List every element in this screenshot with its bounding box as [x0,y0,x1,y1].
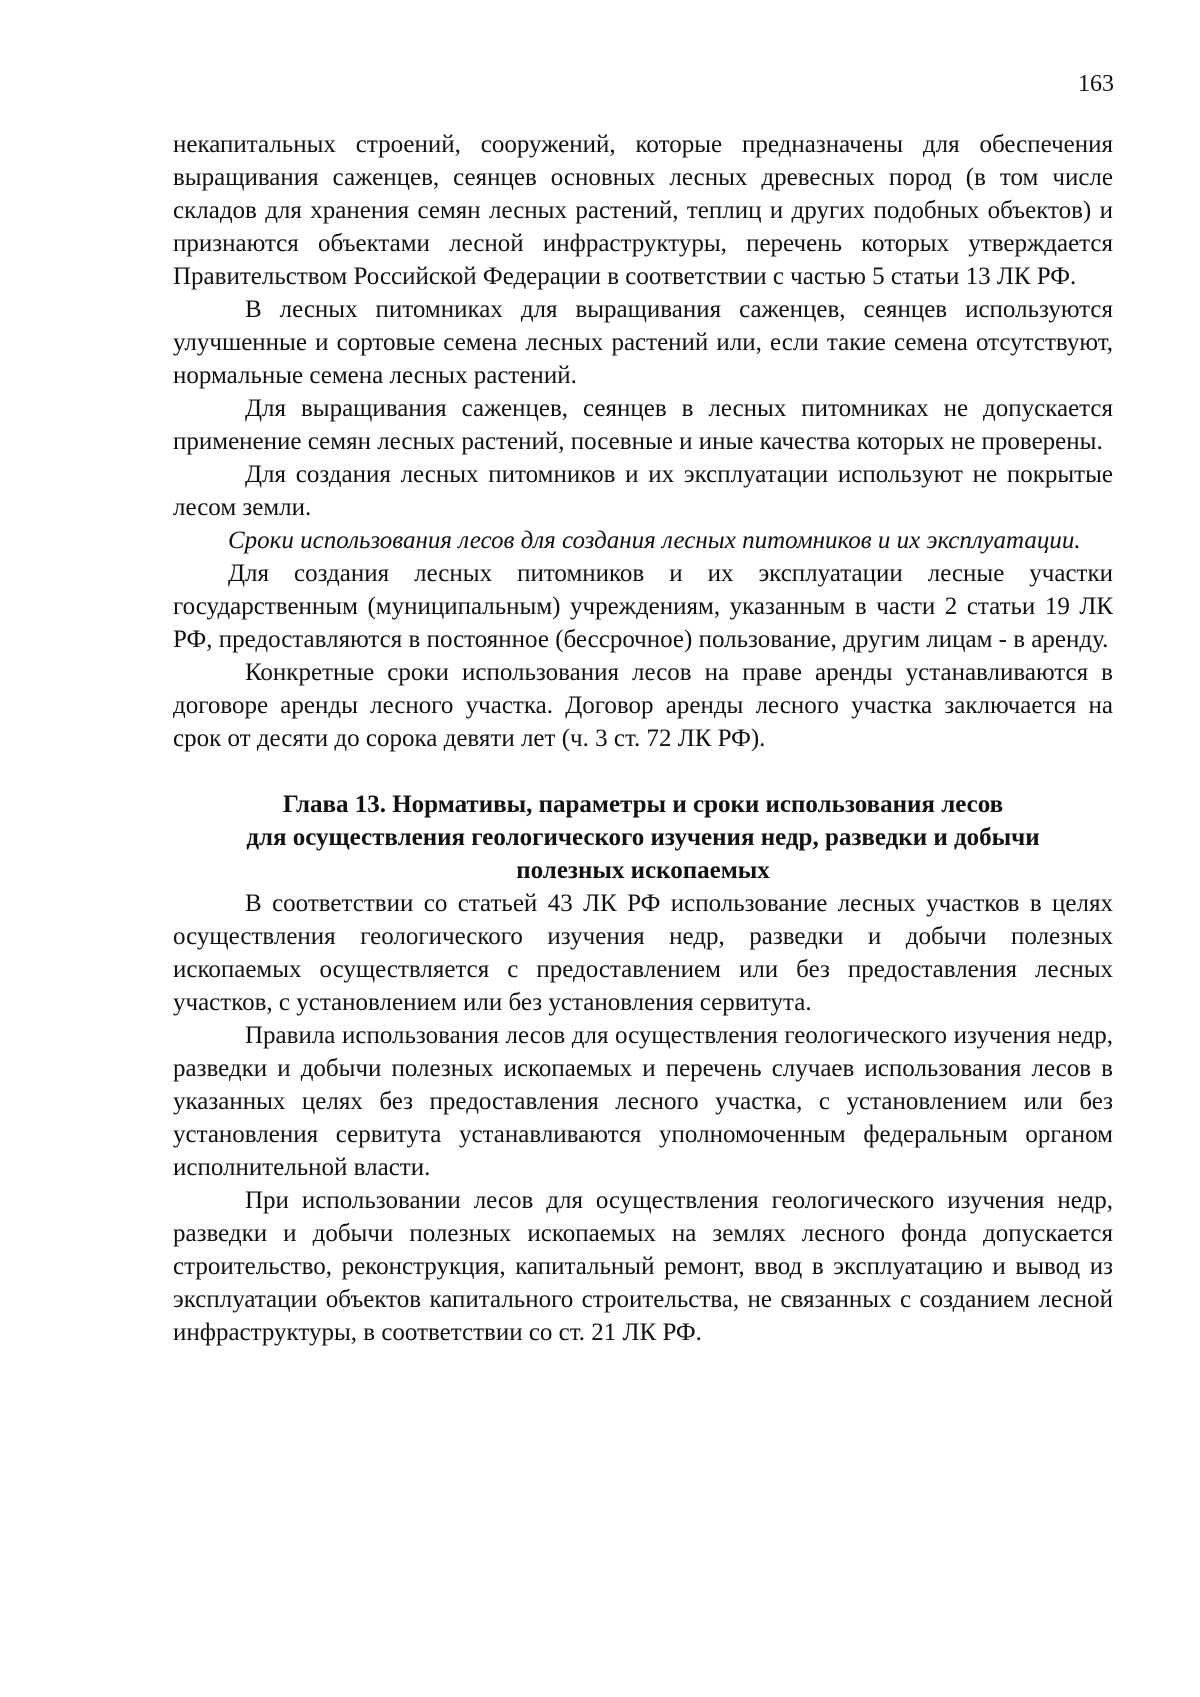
chapter-heading-line: Глава 13. Нормативы, параметры и сроки использования лесов [282,791,1004,818]
chapter-heading [173,788,1113,887]
paragraph: В соответствии со статьей 43 ЛК РФ использование лесных участков в целях осуществления геологического изучения недр, разведки и добычи полезных ископаемых осуществляется с предоставлением или без предоставления лесных участков, с установлением или без установления сервитута. [173,890,1113,1016]
paragraph: Для создания лесных питомников и их эксплуатации используют не покрытые лесом земли. [173,461,1113,521]
page-body [173,128,1113,1349]
paragraph: Для создания лесных питомников и их эксплуатации лесные участки государственным (муниципальным) учреждениям, указанным в части 2 статьи 19 ЛК РФ, предоставляются в постоянное (бессрочное) пользование, другим лицам - в аренду. [173,560,1113,653]
page-number: 163 [1078,71,1114,97]
section-subheading: Сроки использования лесов для создания лесных питомников и их эксплуатации. [228,527,1081,554]
paragraph: При использовании лесов для осуществления геологического изучения недр, разведки и добычи полезных ископаемых на землях лесного фонда допускается строительство, реконструкция, капитальный ремонт, ввод в эксплуатацию и вывод из эксплуатации объектов капитального строительства, не связанных с созданием лесной инфраструктуры, в соответствии со ст. 21 ЛК РФ. [173,1187,1113,1346]
paragraph: некапитальных строений, сооружений, которые предназначены для обеспечения выращивания саженцев, сеянцев основных лесных древесных пород (в том числе складов для хранения семян лесных растений, теплиц и других подобных объектов) и признаются объектами лесной инфраструктуры, перечень которых утверждается Правительством Российской Федерации в соответствии с частью 5 статьи 13 ЛК РФ. [173,131,1113,290]
paragraph: Правила использования лесов для осуществления геологического изучения недр, разведки и добычи полезных ископаемых и перечень случаев использования лесов в указанных целях без предоставления лесного участка, с установлением или без установления сервитута устанавливаются уполномоченным федеральным органом исполнительной власти. [173,1022,1113,1181]
paragraph: Для выращивания саженцев, сеянцев в лесных питомниках не допускается применение семян лесных растений, посевные и иные качества которых не проверены. [173,395,1113,455]
paragraph: Конкретные сроки использования лесов на праве аренды устанавливаются в договоре аренды лесного участка. Договор аренды лесного участка заключается на срок от десяти до сорока девяти лет (ч. 3 ст. 72 ЛК РФ). [173,659,1113,752]
paragraph: В лесных питомниках для выращивания саженцев, сеянцев используются улучшенные и сортовые семена лесных растений или, если такие семена отсутствуют, нормальные семена лесных растений. [173,296,1113,389]
spacer [173,755,1113,788]
chapter-heading-line: для осуществления геологического изучения недр, разведки и добычи [246,824,1040,851]
chapter-heading-line: полезных ископаемых [516,857,770,884]
